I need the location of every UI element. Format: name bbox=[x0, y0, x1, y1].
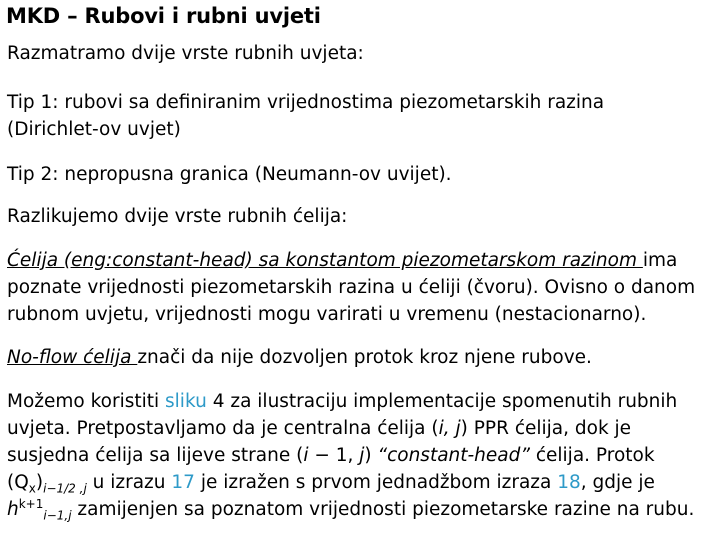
flux-subscript: x bbox=[28, 481, 36, 496]
example-text: susjedna ćelija sa lijeve strane ( bbox=[7, 445, 304, 466]
constant-head-line3: rubnom uvjetu, vrijednosti mogu varirati u vremenu (nestacionarno). bbox=[7, 304, 647, 325]
intro-text: Razmatramo dvije vrste rubnih uvjeta: bbox=[7, 43, 364, 64]
flux-close: ) bbox=[35, 472, 44, 493]
example-line4 bbox=[7, 469, 720, 496]
index-ij: i, j bbox=[438, 418, 461, 439]
example-line3 bbox=[7, 442, 720, 469]
slide-title: MKD – Rubovi i rubni uvjeti bbox=[6, 4, 321, 28]
cells-intro-text: Razlikujemo dvije vrste rubnih ćelija: bbox=[7, 206, 348, 227]
no-flow-text bbox=[7, 344, 592, 371]
type2-text: Tip 2: nepropusna granica (Neumann-ov uvijet). bbox=[7, 164, 452, 185]
head-superscript: k+1 bbox=[18, 496, 44, 511]
constant-head-line2: poznate vrijednosti piezometarskih razina u ćeliji (čvoru). Ovisno o danom bbox=[7, 277, 696, 298]
constant-head-term: Ćelija (eng:constant-head) sa konstantom piezometarskom razinom bbox=[7, 250, 643, 271]
index-j: j bbox=[359, 445, 365, 466]
example-text: 4 za ilustraciju implementacije spomenutih rubnih bbox=[206, 391, 678, 412]
figure-link[interactable]: sliku bbox=[165, 391, 207, 412]
index-i: i bbox=[303, 445, 309, 466]
flux-index: i−1/2 ,j bbox=[43, 481, 87, 496]
example-text: zamijenjen sa poznatom vrijednosti piezometarske razine na rubu. bbox=[71, 499, 695, 520]
constant-head-line1 bbox=[7, 247, 720, 274]
type1-line1: Tip 1: rubovi sa definiranim vrijednostima piezometarskih razina bbox=[7, 92, 605, 113]
example-line1 bbox=[7, 388, 720, 415]
equation-link-17[interactable]: 17 bbox=[171, 472, 195, 493]
constant-head-rest: ima bbox=[642, 250, 678, 271]
example-text: − 1, bbox=[308, 445, 360, 466]
no-flow-rest: znači da nije dozvoljen protok kroz njene rubove. bbox=[137, 347, 592, 368]
example-text: , gdje je bbox=[580, 472, 655, 493]
example-line5 bbox=[7, 496, 720, 523]
example-text: Možemo koristiti bbox=[7, 391, 166, 412]
type1-line2: (Dirichlet-ov uvjet) bbox=[7, 119, 181, 140]
example-text: ) bbox=[364, 445, 378, 466]
example-paragraph bbox=[7, 388, 720, 523]
constant-head-quote: “constant-head” bbox=[377, 445, 530, 466]
example-line2 bbox=[7, 415, 720, 442]
constant-head-paragraph bbox=[7, 247, 720, 328]
head-subscript: i−1,j bbox=[43, 508, 72, 523]
example-text: uvjeta. Pretpostavljamo da je centralna ćelija ( bbox=[7, 418, 439, 439]
head-symbol: h bbox=[7, 499, 19, 520]
example-text: ćelija. Protok bbox=[529, 445, 655, 466]
example-text: u izrazu bbox=[86, 472, 172, 493]
example-text: ) PPR ćelija, dok je bbox=[460, 418, 632, 439]
type1-paragraph bbox=[7, 89, 720, 143]
no-flow-term: No-flow ćelija bbox=[7, 347, 138, 368]
flux-symbol: (Q bbox=[7, 472, 29, 493]
equation-link-18[interactable]: 18 bbox=[557, 472, 581, 493]
example-text: je izražen s prvom jednadžbom izraza bbox=[194, 472, 558, 493]
